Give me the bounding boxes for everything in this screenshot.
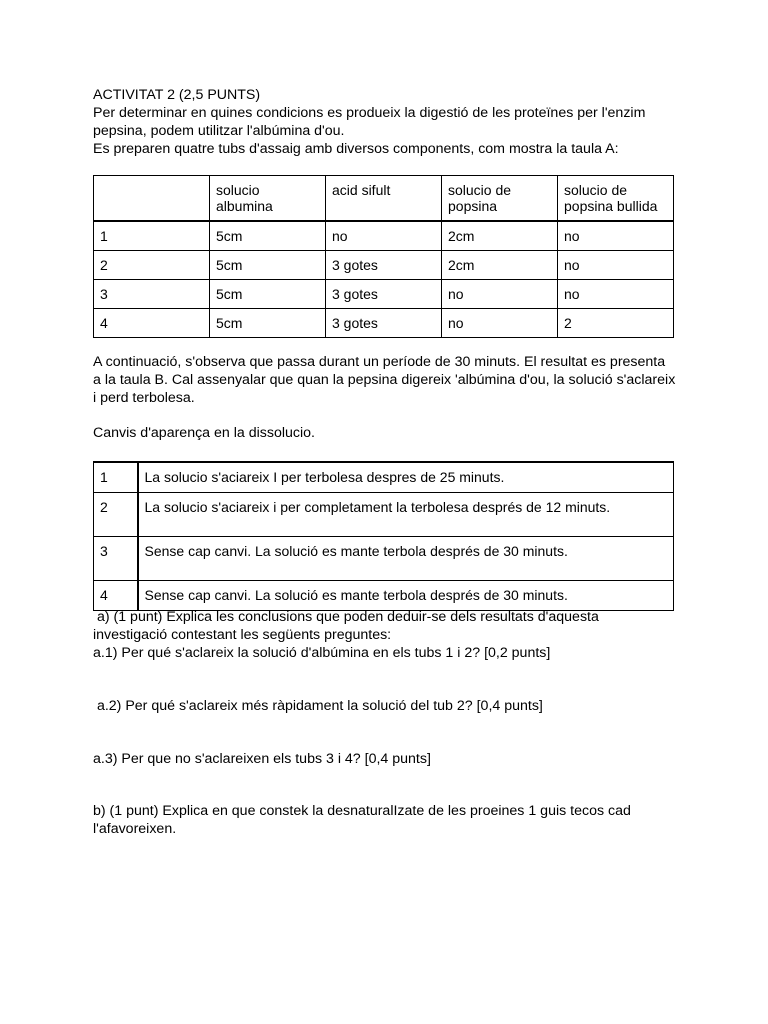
table-cell: no: [442, 280, 558, 309]
table-cell: 4: [94, 581, 138, 611]
table-a-header-cell: [94, 176, 210, 222]
table-cell: 5cm: [210, 221, 326, 251]
table-cell: 3 gotes: [326, 251, 442, 280]
table-a-header-cell: solucio de popsina bullida: [558, 176, 674, 222]
intro-section: [93, 86, 683, 158]
table-cell: Sense cap canvi. La solució es mante terbola després de 30 minuts.: [138, 581, 674, 611]
continuation-line: i perd terbolesa.: [93, 390, 195, 406]
continuation-line: A continuació, s'observa que passa durant un període de 30 minuts. El resultat es presenta: [93, 354, 666, 370]
table-row: [94, 462, 674, 493]
activity-heading: ACTIVITAT 2 (2,5 PUNTS): [93, 87, 261, 103]
table-a-header-row: [94, 176, 674, 222]
question-b: [93, 802, 683, 838]
table-row: [94, 251, 674, 280]
table-cell: 4: [94, 309, 210, 338]
continuation-paragraph: [93, 353, 683, 407]
table-b-title: Canvis d'aparença en la dissolucio.: [93, 425, 315, 441]
table-a-header-cell: solucio albumina: [210, 176, 326, 222]
question-a-line: investigació contestant les següents preguntes:: [93, 627, 392, 643]
table-cell: 5cm: [210, 280, 326, 309]
question-b-line: l'afavoreixen.: [93, 821, 177, 837]
table-b: [93, 461, 674, 611]
table-cell: 2cm: [442, 221, 558, 251]
table-cell: no: [558, 221, 674, 251]
table-cell: Sense cap canvi. La solució es mante terbola després de 30 minuts.: [138, 537, 674, 581]
table-cell: 2: [558, 309, 674, 338]
intro-line: Es preparen quatre tubs d'assaig amb diversos components, com mostra la taula A:: [93, 141, 619, 157]
table-cell: 3 gotes: [326, 309, 442, 338]
table-cell: no: [558, 280, 674, 309]
table-row: [94, 309, 674, 338]
continuation-line: a la taula B. Cal assenyalar que quan la pepsina digereix 'albúmina d'ou, la solució s'aclareix: [93, 372, 676, 388]
table-a-header-cell: solucio de popsina: [442, 176, 558, 222]
table-cell: La solucio s'aciareix I per terbolesa despres de 25 minuts.: [138, 462, 674, 493]
table-cell: La solucio s'aciareix i per completament la terbolesa després de 12 minuts.: [138, 493, 674, 537]
table-row: [94, 221, 674, 251]
table-cell: 5cm: [210, 309, 326, 338]
table-row: [94, 493, 674, 537]
question-a3: a.3) Per que no s'aclareixen els tubs 3 i 4? [0,4 punts]: [93, 751, 431, 767]
table-cell: 3: [94, 280, 210, 309]
table-cell: 5cm: [210, 251, 326, 280]
table-cell: no: [326, 221, 442, 251]
table-cell: 1: [94, 221, 210, 251]
table-row: [94, 537, 674, 581]
intro-line: Per determinar en quines condicions es produeix la digestió de les proteïnes per l'enzim: [93, 105, 646, 121]
table-cell: 3: [94, 537, 138, 581]
table-cell: no: [442, 309, 558, 338]
table-cell: 1: [94, 462, 138, 493]
question-b-line: b) (1 punt) Explica en que constek la desnaturalIzate de les proeines 1 guis tecos cad: [93, 803, 631, 819]
table-cell: 2: [94, 493, 138, 537]
question-a1: a.1) Per qué s'aclareix la solució d'albúmina en els tubs 1 i 2? [0,2 punts]: [93, 645, 551, 661]
table-cell: no: [558, 251, 674, 280]
table-cell: 2: [94, 251, 210, 280]
table-a-header-cell: acid sifult: [326, 176, 442, 222]
table-a: [93, 175, 674, 338]
table-row: [94, 581, 674, 611]
table-cell: 2cm: [442, 251, 558, 280]
question-a-line: a) (1 punt) Explica les conclusions que poden deduir-se dels resultats d'aquesta: [93, 609, 599, 625]
table-cell: 3 gotes: [326, 280, 442, 309]
intro-line: pepsina, podem utilitzar l'albúmina d'ou.: [93, 123, 345, 139]
table-row: [94, 280, 674, 309]
question-a: [93, 608, 683, 662]
question-a2: a.2) Per qué s'aclareix més ràpidament la solució del tub 2? [0,4 punts]: [93, 698, 543, 714]
